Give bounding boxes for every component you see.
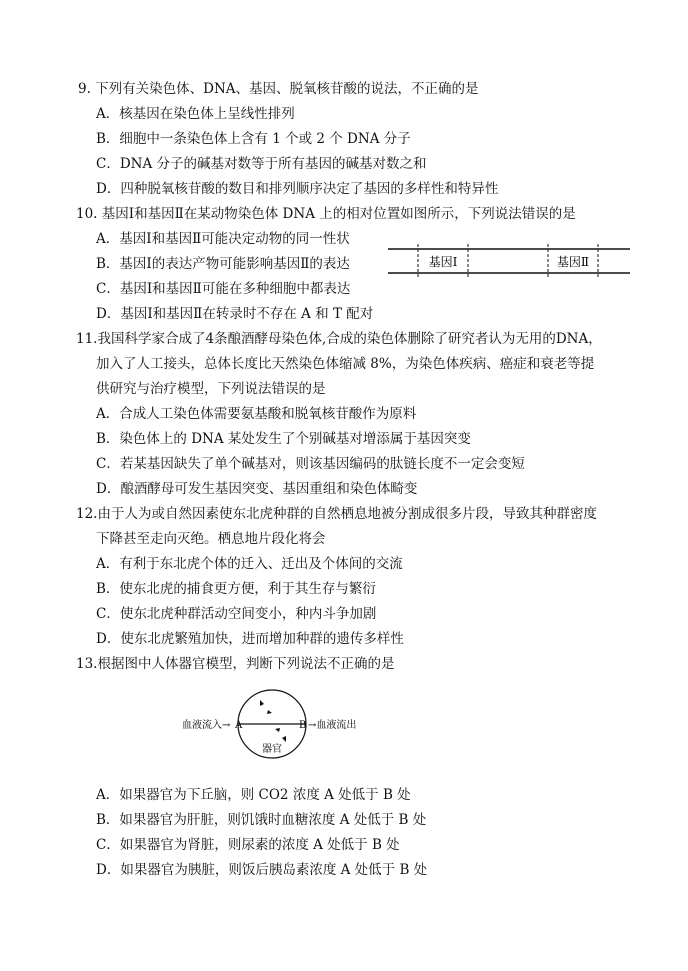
arrow-icon: [260, 700, 264, 706]
q12-option-b: B．使东北虎的捕食更方便，利于其生存与繁衍: [96, 581, 376, 597]
gene1-label: 基因Ⅰ: [428, 255, 458, 269]
q9-option-a: A．核基因在染色体上呈线性排列: [96, 106, 295, 122]
arrow-icon: [282, 736, 286, 742]
q13-option-b: B．如果器官为肝脏，则饥饿时血糖浓度 A 处低于 B 处: [96, 812, 427, 828]
q11-option-d: D．酿酒酵母可发生基因突变、基因重组和染色体畸变: [96, 481, 418, 497]
q12-stem-line-1: 12.由于人为或自然因素使东北虎种群的自然栖息地被分割成很多片段，导致其种群密度: [76, 506, 597, 522]
q9-option-b: B．细胞中一条染色体上含有 1 个或 2 个 DNA 分子: [96, 131, 411, 147]
gene2-label: 基因Ⅱ: [556, 255, 590, 269]
outflow-label: →血液流出: [308, 720, 357, 731]
q13-option-a: A．如果器官为下丘脑，则 CO2 浓度 A 处低于 B 处: [96, 787, 411, 803]
q10-dna-figure: [388, 244, 632, 278]
arrow-icon: [267, 710, 272, 714]
q11-stem-line-1: 11.我国科学家合成了4条酿酒酵母染色体,合成的染色体删除了研究者认为无用的DNA，: [76, 331, 602, 347]
q10-stem: 10. 基因Ⅰ和基因Ⅱ在某动物染色体 DNA 上的相对位置如图所示，下列说法错误的是: [76, 206, 576, 222]
inflow-label: 血液流入→: [182, 720, 231, 731]
q10-option-d: D．基因Ⅰ和基因Ⅱ在转录时不存在 A 和 T 配对: [96, 306, 374, 322]
arrow-icon: [275, 728, 280, 732]
q10-option-c: C．基因Ⅰ和基因Ⅱ可能在多种细胞中都表达: [96, 281, 351, 297]
q9-option-d: D．四种脱氧核苷酸的数目和排列顺序决定了基因的多样性和特异性: [96, 181, 499, 197]
q11-option-c: C．若某基因缺失了单个碱基对，则该基因编码的肽链长度不一定会变短: [96, 456, 525, 472]
q10-option-a: A．基因Ⅰ和基因Ⅱ可能决定动物的同一性状: [96, 231, 350, 247]
q13-organ-figure: [176, 686, 366, 762]
q9-stem: 9. 下列有关染色体、DNA、基因、脱氧核苷酸的说法，不正确的是: [78, 81, 479, 97]
q13-option-c: C．如果器官为肾脏，则尿素的浓度 A 处低于 B 处: [96, 837, 400, 853]
q10-option-b: B．基因Ⅰ的表达产物可能影响基因Ⅱ的表达: [96, 256, 350, 272]
organ-label: 器官: [262, 744, 282, 755]
q11-option-a: A．合成人工染色体需要氨基酸和脱氧核苷酸作为原料: [96, 406, 417, 422]
q11-option-b: B．染色体上的 DNA 某处发生了个别碱基对增添属于基因突变: [96, 431, 471, 447]
q12-option-c: C．使东北虎种群活动空间变小，种内斗争加剧: [96, 606, 377, 622]
q12-option-d: D．使东北虎繁殖加快，进而增加种群的遗传多样性: [96, 631, 404, 647]
point-b-label: B: [299, 720, 307, 731]
q12-option-a: A．有利于东北虎个体的迁入、迁出及个体间的交流: [96, 556, 403, 572]
q11-stem-line-3: 供研究与治疗模型，下列说法错误的是: [96, 381, 326, 397]
q13-option-d: D．如果器官为胰脏，则饭后胰岛素浓度 A 处低于 B 处: [96, 862, 428, 878]
q9-option-c: C．DNA 分子的碱基对数等于所有基因的碱基对数之和: [96, 156, 427, 172]
q11-stem-line-2: 加入了人工接头，总体长度比天然染色体缩减 8%，为染色体疾病、癌症和衰老等提: [96, 356, 595, 372]
point-a-label: A: [235, 720, 243, 731]
q12-stem-line-2: 下降甚至走向灭绝。栖息地片段化将会: [96, 531, 326, 547]
q13-stem: 13.根据图中人体器官模型，判断下列说法不正确的是: [76, 656, 395, 672]
